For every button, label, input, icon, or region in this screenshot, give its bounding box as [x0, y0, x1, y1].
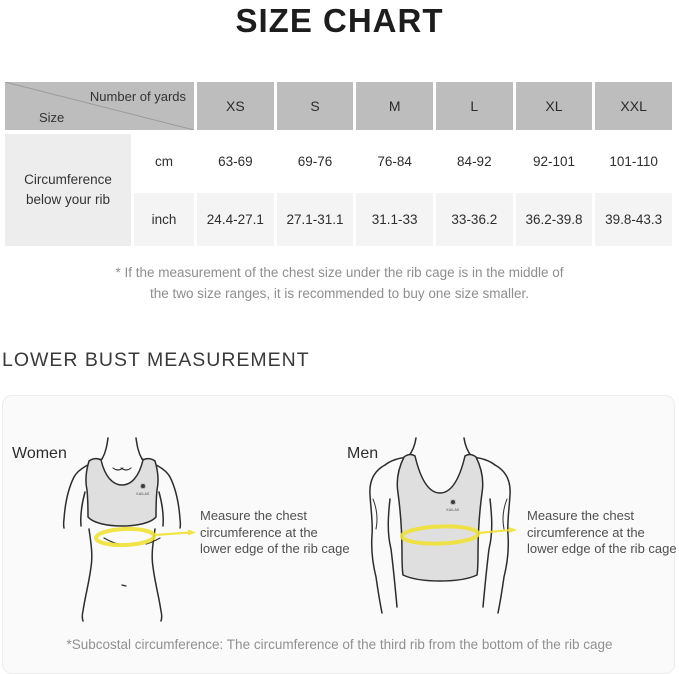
- table-row-header: Circumference below your rib: [5, 134, 131, 246]
- size-header-s: S: [277, 82, 354, 130]
- men-tank-shape: [397, 455, 483, 581]
- cm-value-l: 84-92: [436, 134, 513, 189]
- svg-text:✹: ✹: [139, 482, 147, 491]
- table-corner-cell: [5, 82, 194, 130]
- corner-bottom-label: Size: [39, 110, 65, 125]
- svg-text:KAILAS: KAILAS: [446, 508, 460, 512]
- size-header-m: M: [356, 82, 433, 130]
- men-figure-label: Men: [347, 445, 379, 462]
- women-measure-ellipse: [96, 528, 196, 546]
- size-table-note: [0, 262, 679, 304]
- men-torso-illustration: [358, 437, 530, 629]
- inch-value-l: 33-36.2: [436, 193, 513, 246]
- inch-value-xs: 24.4-27.1: [197, 193, 274, 246]
- size-header-xl: XL: [516, 82, 593, 130]
- unit-label-inch: inch: [134, 193, 194, 246]
- inch-value-xl: 36.2-39.8: [516, 193, 593, 246]
- page-title: SIZE CHART: [235, 2, 444, 39]
- svg-text:KAILAS: KAILAS: [136, 492, 150, 496]
- arrow-right-icon: [509, 527, 517, 533]
- unit-label-cm: cm: [134, 134, 194, 189]
- cm-value-xs: 63-69: [197, 134, 274, 189]
- men-measure-instruction: Measure the chest circumference at the lower edge of the rib cage: [527, 508, 677, 556]
- size-header-xxl: XXL: [595, 82, 672, 130]
- section-heading: LOWER BUST MEASUREMENT: [2, 349, 310, 371]
- women-figure-label: Women: [12, 445, 67, 462]
- size-header-xs: XS: [197, 82, 274, 130]
- inch-value-xxl: 39.8-43.3: [595, 193, 672, 246]
- subcostal-footnote: *Subcostal circumference: The circumference of the third rib from the bottom of the rib cage: [66, 637, 613, 652]
- cm-value-xl: 92-101: [516, 134, 593, 189]
- women-measure-instruction: Measure the chest circumference at the lower edge of the rib cage: [200, 508, 350, 556]
- inch-value-s: 27.1-31.1: [277, 193, 354, 246]
- size-header-l: L: [436, 82, 513, 130]
- women-torso-illustration: [55, 437, 205, 627]
- cm-value-s: 69-76: [277, 134, 354, 189]
- corner-top-label: Number of yards: [89, 89, 186, 104]
- arrow-right-icon: [188, 530, 196, 536]
- size-table-note-line2: the two size ranges, it is recommended to buy one size smaller.: [150, 286, 529, 301]
- cm-value-xxl: 101-110: [595, 134, 672, 189]
- size-table-note-line1: * If the measurement of the chest size under the rib cage is in the middle of: [115, 265, 564, 280]
- size-table: [5, 82, 672, 246]
- svg-text:✹: ✹: [449, 498, 457, 507]
- inch-value-m: 31.1-33: [356, 193, 433, 246]
- navel-mark: [122, 585, 126, 586]
- cm-value-m: 76-84: [356, 134, 433, 189]
